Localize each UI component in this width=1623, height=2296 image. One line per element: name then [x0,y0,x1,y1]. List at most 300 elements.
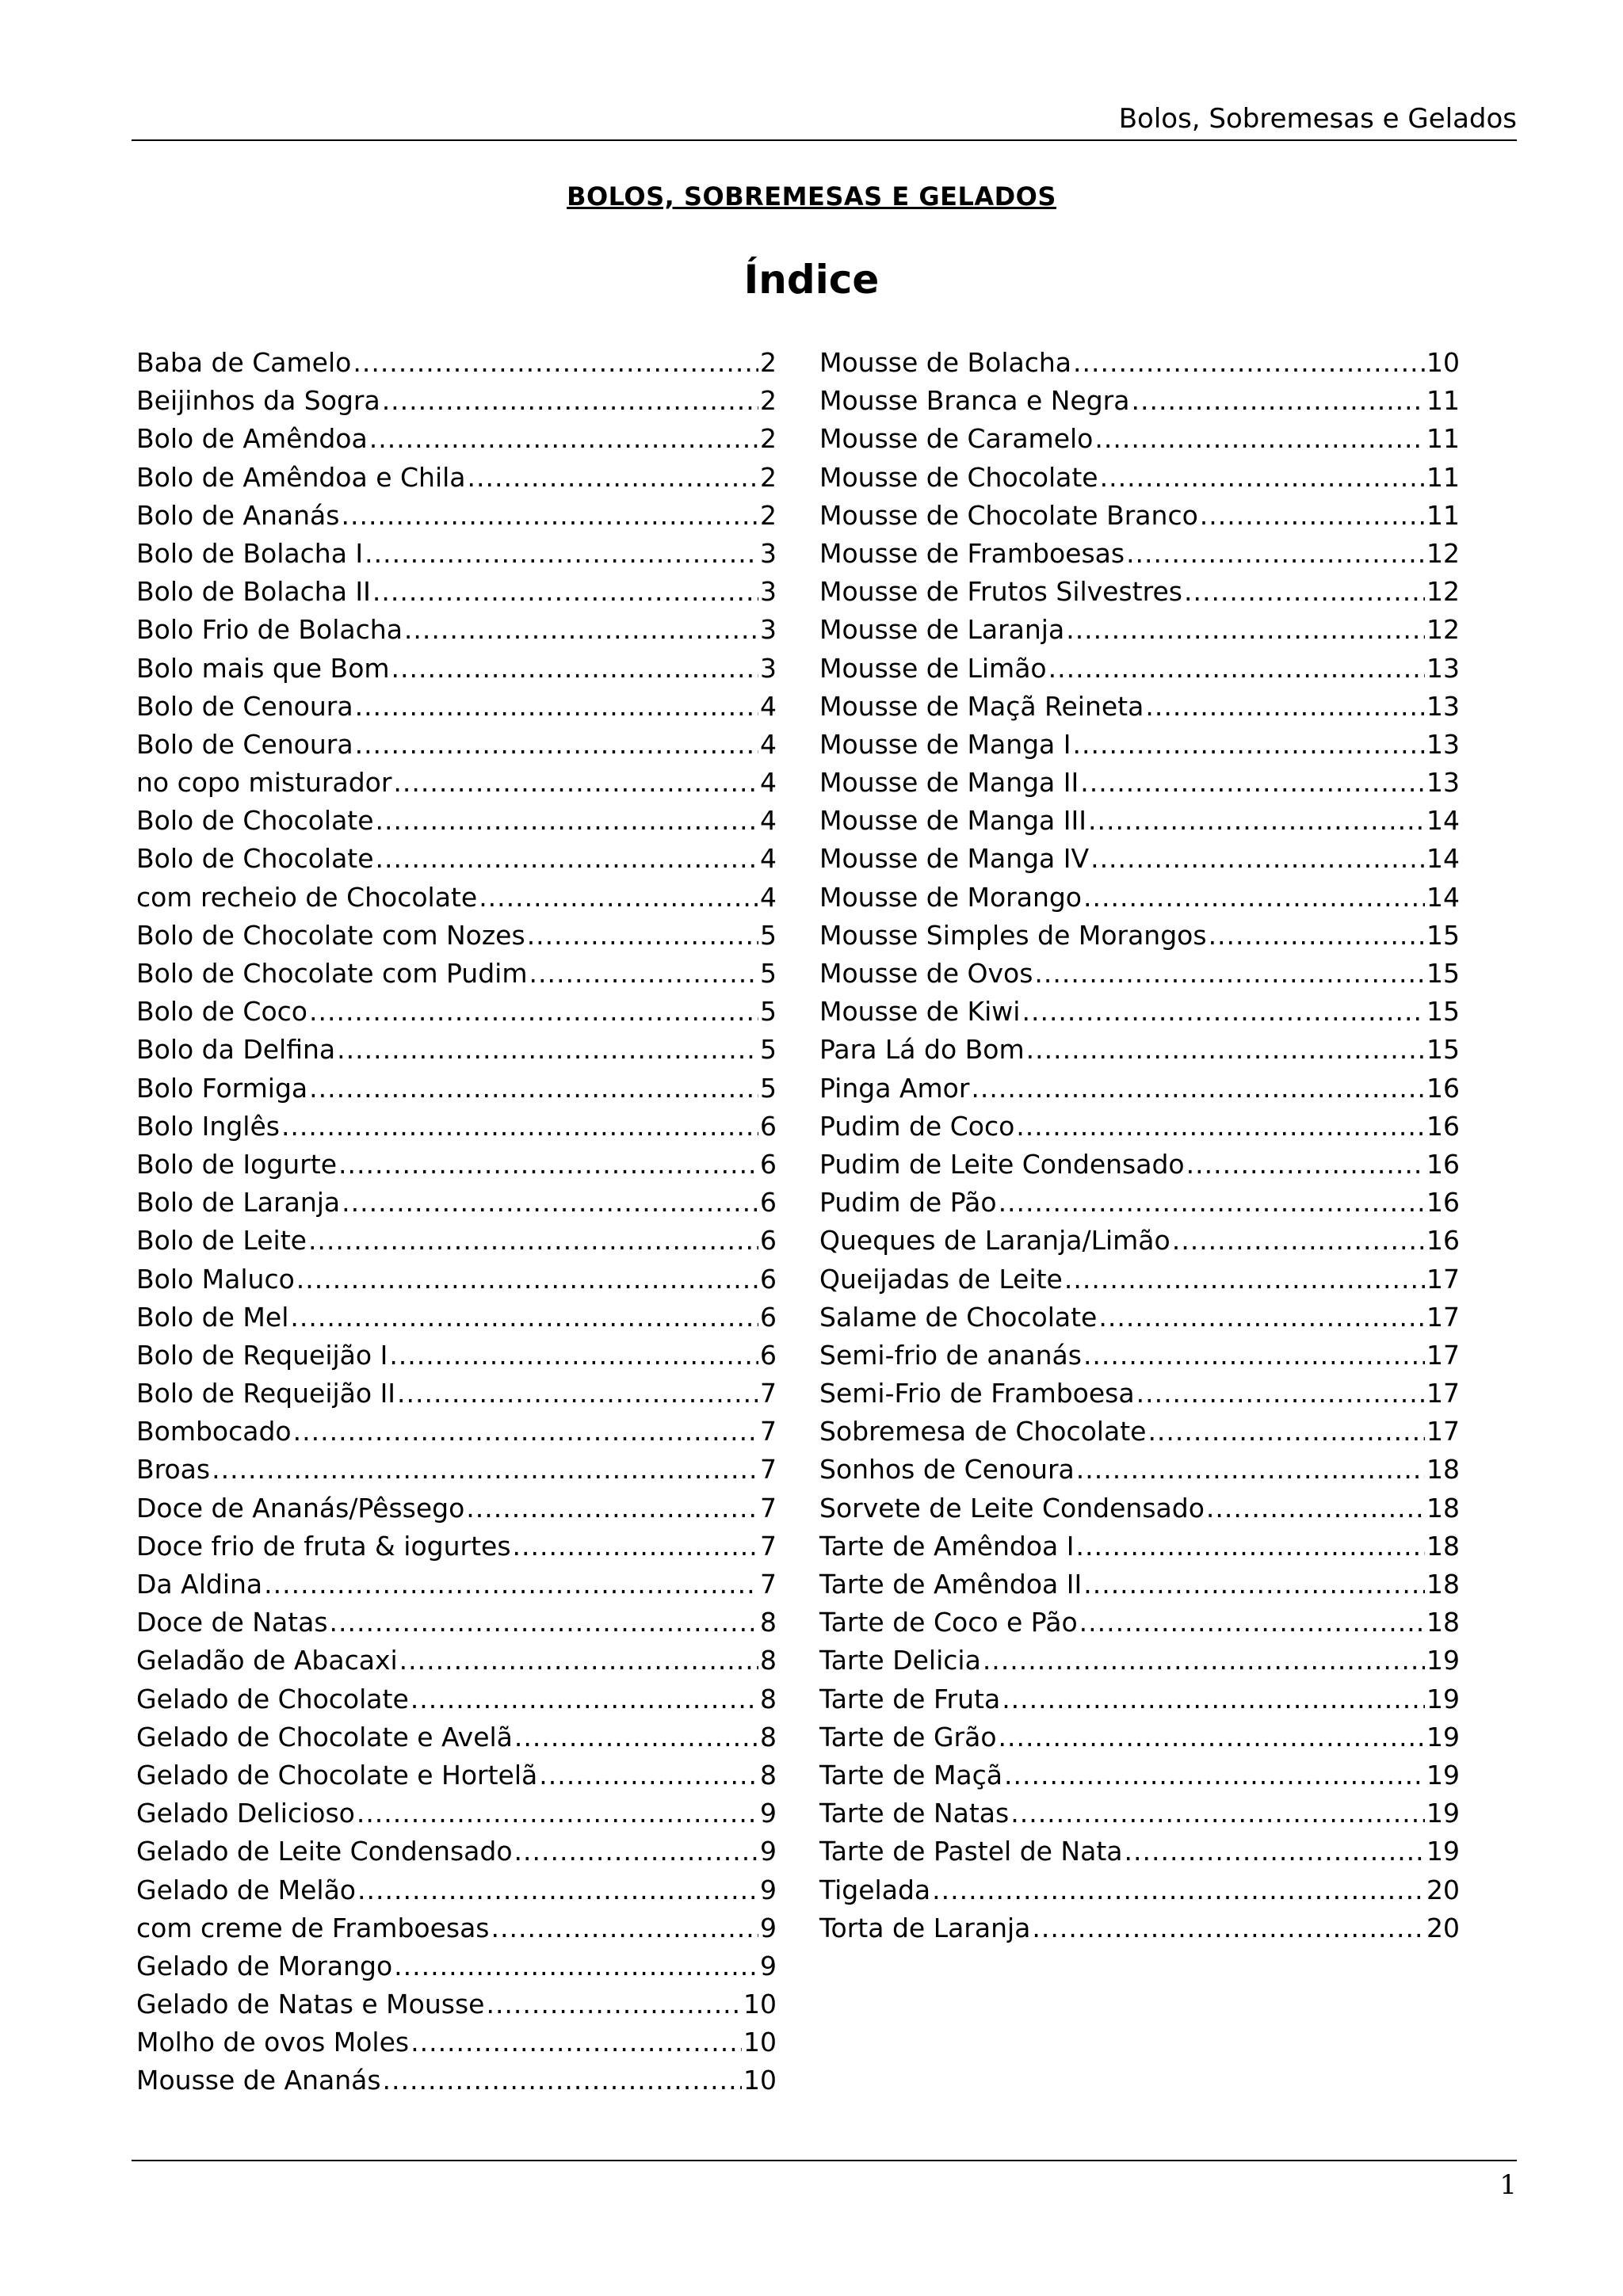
toc-dot-leader [1186,1146,1425,1184]
toc-dot-leader [1136,1375,1425,1413]
toc-entry-page-number: 13 [1426,767,1460,799]
toc-entry-title: Tarte Delicia [819,1645,981,1676]
toc-left-column [136,344,777,2100]
toc-dot-leader [382,382,758,420]
toc-entry-title: Sobremesa de Chocolate [819,1416,1147,1447]
toc-entry[interactable] [136,1642,777,1680]
toc-entry[interactable] [136,573,777,611]
header-rule [132,139,1517,141]
toc-entry[interactable] [136,344,777,382]
toc-dot-leader [393,764,758,802]
toc-entry[interactable] [136,1909,777,1947]
toc-entry-page-number: 9 [760,1950,777,1981]
toc-entry[interactable] [136,1299,777,1337]
toc-entry[interactable] [136,1794,777,1833]
toc-entry-title: no copo misturador [136,767,392,799]
toc-dot-leader [999,1184,1425,1222]
toc-entry[interactable] [819,1337,1460,1375]
toc-entry[interactable] [819,1566,1460,1604]
toc-dot-leader [1010,1794,1425,1833]
toc-entry-page-number: 17 [1426,1416,1460,1447]
toc-entry-page-number: 6 [760,1110,777,1142]
toc-entry-title: Tarte de Fruta [819,1683,1001,1714]
toc-dot-leader [1145,688,1425,726]
toc-entry-title: Bolo de Ananás [136,499,340,531]
toc-entry[interactable] [136,688,777,726]
toc-entry[interactable] [819,1489,1460,1527]
toc-dot-leader [1206,1489,1425,1527]
toc-entry[interactable] [136,1146,777,1184]
toc-entry-title: Mousse de Chocolate [819,461,1098,493]
toc-entry-page-number: 2 [760,499,777,531]
toc-entry[interactable] [136,1756,777,1794]
toc-dot-leader [1034,955,1425,993]
toc-dot-leader [394,1947,758,1985]
toc-entry-title: Mousse de Framboesas [819,537,1125,569]
toc-entry[interactable] [136,1947,777,1985]
toc-entry[interactable] [819,1375,1460,1413]
toc-entry-title: Bolo de Cenoura [136,690,353,722]
toc-entry[interactable] [136,1451,777,1489]
toc-dot-leader [1066,611,1425,649]
toc-entry-title: Bolo Maluco [136,1263,295,1295]
toc-entry[interactable] [819,993,1460,1031]
toc-dot-leader [468,459,758,497]
toc-entry[interactable] [136,535,777,573]
toc-dot-leader [355,688,758,726]
toc-entry-title: Tarte de Pastel de Nata [819,1836,1123,1867]
toc-entry-page-number: 17 [1426,1339,1460,1371]
toc-entry-title: Geladão de Abacaxi [136,1645,398,1676]
toc-entry-page-number: 7 [760,1454,777,1486]
toc-dot-leader [1094,420,1425,458]
toc-entry-title: com creme de Framboesas [136,1912,490,1943]
toc-dot-leader [1148,1413,1425,1451]
toc-entry-page-number: 5 [760,958,777,989]
toc-entry-page-number: 9 [760,1798,777,1829]
toc-entry-page-number: 4 [760,767,777,799]
toc-entry-title: Semi-Frio de Framboesa [819,1378,1135,1409]
toc-entry[interactable] [819,1451,1460,1489]
toc-entry-title: Tarte de Coco e Pão [819,1607,1078,1638]
toc-entry[interactable] [819,1031,1460,1069]
toc-dot-leader [529,955,759,993]
toc-entry[interactable] [136,1222,777,1260]
toc-entry-page-number: 16 [1426,1072,1460,1104]
toc-entry-page-number: 14 [1426,805,1460,837]
toc-entry-page-number: 19 [1426,1645,1460,1676]
toc-entry[interactable] [819,1871,1460,1909]
toc-entry-title: Gelado de Chocolate e Hortelã [136,1759,538,1791]
toc-entry-title: Mousse Branca e Negra [819,385,1130,417]
toc-entry-page-number: 6 [760,1301,777,1333]
toc-dot-leader [1172,1222,1425,1260]
toc-entry[interactable] [819,535,1460,573]
toc-entry-title: Bolo da Delfina [136,1034,336,1066]
toc-entry[interactable] [819,1718,1460,1756]
toc-entry-page-number: 16 [1426,1225,1460,1257]
toc-entry[interactable] [819,382,1460,420]
toc-entry-title: Bolo de Chocolate com Nozes [136,919,525,951]
toc-dot-leader [971,1070,1425,1108]
toc-entry[interactable] [136,802,777,840]
toc-entry-page-number: 7 [760,1569,777,1600]
toc-entry-page-number: 19 [1426,1836,1460,1867]
toc-entry[interactable] [136,1871,777,1909]
toc-entry-title: Bolo de Requeijão I [136,1339,388,1371]
toc-entry-title: Mousse de Manga III [819,805,1086,837]
toc-entry-page-number: 20 [1426,1874,1460,1905]
toc-dot-leader [1004,1756,1425,1794]
toc-dot-leader [1100,459,1425,497]
toc-entry[interactable] [136,650,777,688]
toc-entry[interactable] [136,382,777,420]
toc-entry[interactable] [819,1146,1460,1184]
toc-entry-title: Bombocado [136,1416,292,1447]
toc-right-column [819,344,1460,1947]
toc-dot-leader [1022,993,1425,1031]
toc-entry-title: Bolo de Coco [136,996,307,1028]
toc-entry-page-number: 9 [760,1874,777,1905]
toc-entry-page-number: 2 [760,461,777,493]
toc-entry[interactable] [819,1222,1460,1260]
toc-entry-title: Doce de Natas [136,1607,328,1638]
toc-dot-leader [1090,840,1425,878]
toc-entry[interactable] [819,840,1460,878]
toc-entry-page-number: 15 [1426,1034,1460,1066]
toc-entry[interactable] [136,497,777,535]
toc-entry[interactable] [819,1527,1460,1566]
toc-entry-title: Bolo de Requeijão II [136,1378,396,1409]
toc-entry-title: Tarte de Natas [819,1798,1010,1829]
toc-entry-page-number: 13 [1426,728,1460,760]
toc-entry-title: Tarte de Amêndoa II [819,1569,1083,1600]
toc-dot-leader [369,420,758,458]
toc-entry[interactable] [136,1527,777,1566]
toc-entry-page-number: 13 [1426,690,1460,722]
toc-entry-title: Broas [136,1454,211,1486]
toc-entry-page-number: 6 [760,1263,777,1295]
toc-entry[interactable] [136,726,777,764]
toc-entry-page-number: 18 [1426,1607,1460,1638]
toc-entry-page-number: 8 [760,1645,777,1676]
toc-entry[interactable] [819,1642,1460,1680]
toc-entry[interactable] [136,1375,777,1413]
toc-entry-page-number: 15 [1426,919,1460,951]
toc-entry-title: Da Aldina [136,1569,263,1600]
toc-entry-page-number: 11 [1426,461,1460,493]
toc-entry-title: Tarte de Amêndoa I [819,1530,1075,1562]
toc-entry-page-number: 19 [1426,1683,1460,1714]
toc-entry-title: Bolo mais que Bom [136,652,390,684]
toc-entry-page-number: 16 [1426,1148,1460,1180]
toc-dot-leader [290,1299,758,1337]
toc-entry[interactable] [819,802,1460,840]
toc-entry[interactable] [819,573,1460,611]
toc-entry-page-number: 15 [1426,958,1460,989]
toc-entry-title: Mousse de Manga II [819,767,1079,799]
toc-entry[interactable] [136,840,777,878]
toc-entry-title: Gelado Delicioso [136,1798,355,1829]
toc-dot-leader [296,1261,758,1299]
toc-dot-leader [357,1794,758,1833]
toc-entry[interactable] [136,1337,777,1375]
toc-dot-leader [357,1871,758,1909]
toc-entry-page-number: 9 [760,1912,777,1943]
toc-entry-page-number: 7 [760,1530,777,1562]
toc-entry-title: Tigelada [819,1874,931,1905]
toc-entry-title: Doce frio de fruta & iogurtes [136,1530,511,1562]
toc-entry-page-number: 19 [1426,1721,1460,1753]
toc-dot-leader [539,1756,758,1794]
toc-entry-title: Salame de Chocolate [819,1301,1098,1333]
toc-entry-title: Torta de Laranja [819,1912,1031,1943]
toc-entry-title: Gelado de Chocolate [136,1683,409,1714]
toc-dot-leader [264,1566,758,1604]
toc-entry-page-number: 16 [1426,1110,1460,1142]
toc-entry[interactable] [136,1985,777,2023]
toc-entry-page-number: 18 [1426,1530,1460,1562]
toc-entry-title: Bolo de Laranja [136,1187,341,1219]
toc-dot-leader [337,1031,758,1069]
toc-entry-title: Gelado de Melão [136,1874,356,1905]
toc-entry[interactable] [136,2061,777,2100]
toc-dot-leader [1098,1299,1425,1337]
toc-entry[interactable] [819,1299,1460,1337]
toc-entry[interactable] [819,917,1460,955]
toc-entry[interactable] [136,917,777,955]
toc-entry-page-number: 18 [1426,1569,1460,1600]
toc-entry-page-number: 12 [1426,537,1460,569]
toc-entry-page-number: 5 [760,1034,777,1066]
toc-entry-title: Bolo de Cenoura [136,728,353,760]
toc-entry[interactable] [136,2023,777,2061]
toc-entry-page-number: 8 [760,1759,777,1791]
toc-dot-leader [355,726,758,764]
toc-entry-title: Mousse de Manga IV [819,843,1090,875]
toc-entry-page-number: 14 [1426,881,1460,913]
toc-entry-page-number: 4 [760,881,777,913]
toc-entry-title: Mousse Simples de Morangos [819,919,1207,951]
toc-entry[interactable] [819,1261,1460,1299]
toc-entry[interactable] [136,1261,777,1299]
toc-dot-leader [1209,917,1425,955]
toc-entry-title: Bolo de Iogurte [136,1148,338,1180]
toc-entry[interactable] [136,1184,777,1222]
toc-dot-leader [383,2061,742,2100]
toc-entry-title: Sonhos de Cenoura [819,1454,1075,1486]
toc-entry-title: Tarte de Grão [819,1721,997,1753]
toc-entry[interactable] [136,993,777,1031]
toc-entry[interactable] [819,1070,1460,1108]
toc-entry[interactable] [819,688,1460,726]
toc-dot-leader [391,650,758,688]
toc-entry[interactable] [136,1108,777,1146]
toc-entry[interactable] [819,955,1460,993]
toc-entry-page-number: 5 [760,919,777,951]
toc-entry-page-number: 5 [760,996,777,1028]
toc-entry-page-number: 3 [760,614,777,646]
toc-entry[interactable] [819,459,1460,497]
toc-dot-leader [999,1718,1425,1756]
toc-dot-leader [308,1222,758,1260]
toc-dot-leader [1073,726,1426,764]
toc-entry[interactable] [136,879,777,917]
toc-entry-page-number: 2 [760,347,777,378]
toc-entry-title: Pinga Amor [819,1072,970,1104]
toc-entry[interactable] [819,611,1460,649]
toc-dot-leader [1131,382,1425,420]
toc-dot-leader [1016,1108,1425,1146]
toc-entry-page-number: 18 [1426,1454,1460,1486]
toc-entry-title: Pudim de Pão [819,1187,997,1219]
toc-entry[interactable] [819,1833,1460,1871]
toc-entry-title: Bolo de Bolacha I [136,537,364,569]
toc-dot-leader [404,611,758,649]
toc-entry-page-number: 19 [1426,1759,1460,1791]
toc-entry[interactable] [819,650,1460,688]
toc-entry-title: Mousse de Caramelo [819,423,1094,455]
toc-entry[interactable] [136,420,777,458]
toc-entry[interactable] [136,1413,777,1451]
toc-dot-leader [983,1642,1425,1680]
toc-entry-title: Baba de Camelo [136,347,352,378]
toc-entry[interactable] [819,1909,1460,1947]
toc-entry[interactable] [136,611,777,649]
toc-entry[interactable] [819,1604,1460,1642]
toc-dot-leader [527,917,758,955]
toc-entry-page-number: 18 [1426,1492,1460,1524]
toc-dot-leader [513,1527,758,1566]
toc-dot-leader [342,1184,758,1222]
toc-entry-page-number: 17 [1426,1301,1460,1333]
toc-entry-title: Mousse de Frutos Silvestres [819,576,1182,608]
toc-entry-page-number: 3 [760,652,777,684]
toc-entry-title: Sorvete de Leite Condensado [819,1492,1205,1524]
toc-entry-title: Mousse de Manga I [819,728,1071,760]
toc-entry[interactable] [136,955,777,993]
toc-dot-leader [212,1451,758,1489]
toc-entry-title: Doce de Ananás/Pêssego [136,1492,465,1524]
toc-dot-leader [309,993,758,1031]
toc-entry-title: Gelado de Leite Condensado [136,1836,513,1867]
toc-entry-title: Semi-frio de ananás [819,1339,1082,1371]
toc-entry-page-number: 9 [760,1836,777,1867]
toc-entry-page-number: 16 [1426,1187,1460,1219]
toc-entry-title: Queijadas de Leite [819,1263,1063,1295]
toc-entry-title: Mousse de Ananás [136,2065,381,2096]
toc-dot-leader [1200,497,1425,535]
toc-dot-leader [479,879,758,917]
toc-dot-leader [372,573,758,611]
toc-entry-page-number: 15 [1426,996,1460,1028]
toc-entry-page-number: 10 [743,2065,777,2096]
toc-entry-page-number: 12 [1426,576,1460,608]
toc-entry[interactable] [819,879,1460,917]
toc-entry-page-number: 11 [1426,385,1460,417]
toc-dot-leader [1048,650,1425,688]
toc-entry-title: Bolo Inglês [136,1110,280,1142]
toc-entry-page-number: 6 [760,1225,777,1257]
toc-entry[interactable] [136,1031,777,1069]
toc-dot-leader [1080,764,1425,802]
toc-entry-title: Bolo Formiga [136,1072,308,1104]
toc-entry-page-number: 4 [760,690,777,722]
toc-entry-title: Queques de Laranja/Limão [819,1225,1170,1257]
toc-entry-title: Mousse de Laranja [819,614,1065,646]
toc-entry-title: Mousse de Chocolate Branco [819,499,1198,531]
toc-entry[interactable] [136,1718,777,1756]
toc-entry[interactable] [819,344,1460,382]
toc-entry[interactable] [136,764,777,802]
toc-entry[interactable] [819,1794,1460,1833]
toc-dot-leader [1026,1031,1425,1069]
toc-entry[interactable] [136,1489,777,1527]
toc-entry-page-number: 11 [1426,423,1460,455]
toc-dot-leader [397,1375,758,1413]
toc-dot-leader [389,1337,758,1375]
toc-dot-leader [491,1909,759,1947]
toc-entry[interactable] [819,420,1460,458]
toc-entry[interactable] [136,459,777,497]
toc-entry-page-number: 6 [760,1339,777,1371]
toc-dot-leader [309,1070,758,1108]
toc-entry-title: Bolo de Amêndoa e Chila [136,461,466,493]
toc-entry[interactable] [136,1604,777,1642]
toc-dot-leader [338,1146,758,1184]
toc-entry[interactable] [136,1680,777,1718]
toc-entry[interactable] [819,1756,1460,1794]
toc-entry-page-number: 6 [760,1148,777,1180]
toc-entry-title: Gelado de Chocolate e Avelã [136,1721,513,1753]
toc-entry-title: Bolo de Chocolate com Pudim [136,958,528,989]
toc-dot-leader [932,1871,1425,1909]
toc-entry[interactable] [819,1680,1460,1718]
toc-dot-leader [1064,1261,1425,1299]
toc-entry-title: Bolo Frio de Bolacha [136,614,403,646]
toc-dot-leader [1125,1833,1426,1871]
toc-entry-page-number: 19 [1426,1798,1460,1829]
toc-entry[interactable] [819,764,1460,802]
toc-entry-page-number: 5 [760,1072,777,1104]
toc-dot-leader [330,1604,758,1642]
toc-entry[interactable] [819,1413,1460,1451]
toc-dot-leader [514,1718,758,1756]
toc-entry-page-number: 11 [1426,499,1460,531]
toc-entry-page-number: 4 [760,805,777,837]
toc-entry[interactable] [136,1833,777,1871]
toc-entry-page-number: 4 [760,728,777,760]
toc-entry[interactable] [819,497,1460,535]
document-title: BOLOS, SOBREMESAS E GELADOS [567,181,1056,212]
toc-entry-title: Tarte de Maçã [819,1759,1003,1791]
toc-entry-page-number: 10 [743,1989,777,2020]
toc-entry[interactable] [819,1108,1460,1146]
toc-entry-page-number: 7 [760,1378,777,1409]
toc-entry-title: Gelado de Morango [136,1950,393,1981]
toc-entry[interactable] [819,726,1460,764]
toc-entry-page-number: 6 [760,1187,777,1219]
running-header-title: Bolos, Sobremesas e Gelados [1118,103,1517,135]
toc-entry[interactable] [136,1070,777,1108]
toc-entry-page-number: 12 [1426,614,1460,646]
toc-dot-leader [1002,1680,1425,1718]
toc-entry[interactable] [136,1566,777,1604]
toc-entry-page-number: 3 [760,576,777,608]
toc-entry-title: Bolo de Bolacha II [136,576,371,608]
toc-entry[interactable] [819,1184,1460,1222]
toc-dot-leader [1126,535,1425,573]
